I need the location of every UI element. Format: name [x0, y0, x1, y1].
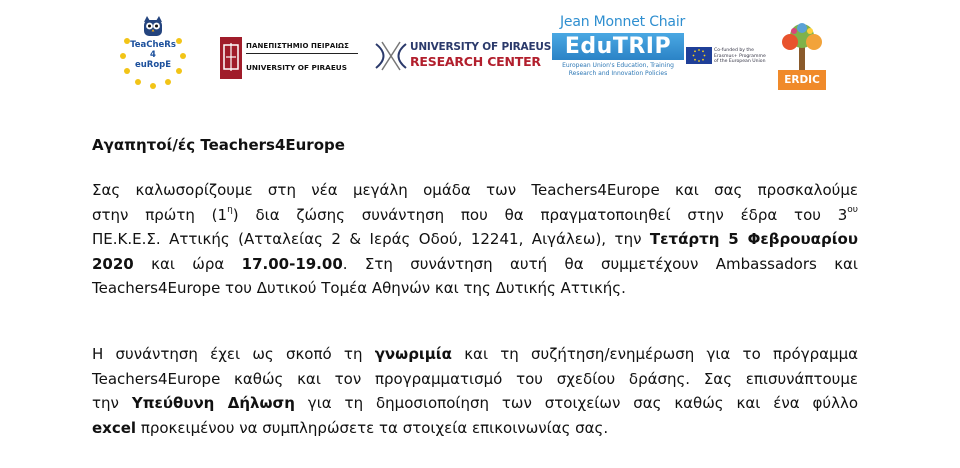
research-center-logo: [374, 38, 552, 74]
paragraph-line: την Υπεύθυνη Δήλωση για τη δημοσιοποίηση των στοιχείων σας καθώς και ένα φύλλο: [92, 394, 859, 412]
erdic-label: ERDIC: [778, 70, 826, 90]
paragraph-line: ΠΕ.Κ.Ε.Σ. Αττικής (Ατταλείας 2 & Ιεράς Οδού, 12241, Αιγάλεω), την Τετάρτη 5 Φεβρουαρίου: [92, 230, 858, 248]
meeting-time: 17.00-19.00: [241, 254, 343, 273]
divider: [246, 53, 358, 54]
edutrip-tagline: European Union's Education, Training Research and Innovation Policies: [562, 62, 674, 77]
edutrip-banner: [552, 33, 684, 60]
university-of-piraeus-logo: [220, 37, 358, 79]
paragraph-line: excel προκειμένου να συμπληρώσετε τα στοιχεία επικοινωνίας σας.: [92, 418, 609, 437]
research-center-icon: [374, 40, 408, 72]
jean-monnet-edutrip-logo: [552, 14, 768, 92]
research-center-line2: RESEARCH CENTER: [410, 54, 541, 69]
paragraph-line: στην πρώτη $(1^\eta)$ δια ζώσης συνάντηση που θα πραγματοποιηθεί στην έδρα του $3^{o\upsilon}$: [92, 204, 859, 224]
unipi-greek-name: ΠΑΝΕΠΙΣΤΗΜΙΟ ΠΕΙΡΑΙΩΣ: [246, 42, 349, 50]
paragraph-line: 2020 και ώρα 17.00-19.00. Στη συνάντηση αυτή θα συμμετέχουν Ambassadors και: [92, 254, 859, 273]
emphasis-declaration: Υπεύθυνη Δήλωση: [131, 394, 295, 412]
owl-icon: [142, 16, 164, 38]
logo-strip: [0, 0, 960, 110]
paragraph-line: Teachers4Europe καθώς και τον προγραμματισμό του σχεδίου δράσης. Σας επισυνάπτουμε: [92, 369, 858, 388]
paragraph-invitation: [92, 178, 858, 301]
erdic-logo: [772, 22, 832, 90]
teachers4europe-logo: [112, 14, 194, 96]
meeting-year: 2020: [92, 254, 134, 273]
letter-greeting: Αγαπητοί/ές Teachers4Europe: [92, 136, 345, 154]
paragraph-line: Teachers4Europe του Δυτικού Τομέα Αθηνών και της Δυτικής Αττικής.: [92, 279, 626, 297]
tree-icon: [772, 22, 832, 72]
unipi-english-name: UNIVERSITY OF PIRAEUS: [246, 63, 347, 72]
eu-cofunded-text: Co-funded by the Erasmus+ Programme of the European Union: [714, 48, 766, 65]
paragraph-line: Σας καλωσορίζουμε στη νέα μεγάλη ομάδα των Teachers4Europe και σας προσκαλούμε: [92, 181, 858, 199]
paragraph-purpose: [92, 342, 858, 440]
paragraph-line: Η συνάντηση έχει ως σκοπό τη γνωριμία και τη συζήτηση/ενημέρωση για το πρόγραμμα: [92, 345, 858, 363]
teachers4europe-wordmark: TeaCheRs 4 euRopE: [130, 40, 176, 70]
emphasis-excel: excel: [92, 418, 137, 437]
eu-flag-icon: [686, 47, 712, 64]
unipi-crest-icon: [220, 37, 242, 79]
jean-monnet-title: Jean Monnet Chair: [560, 14, 686, 30]
meeting-date: Τετάρτη 5 Φεβρουαρίου: [649, 230, 858, 248]
edutrip-wordmark: EduTRIP: [564, 34, 672, 59]
emphasis-acquaintance: γνωριμία: [374, 345, 452, 363]
research-center-line1: UNIVERSITY OF PIRAEUS: [410, 41, 552, 53]
